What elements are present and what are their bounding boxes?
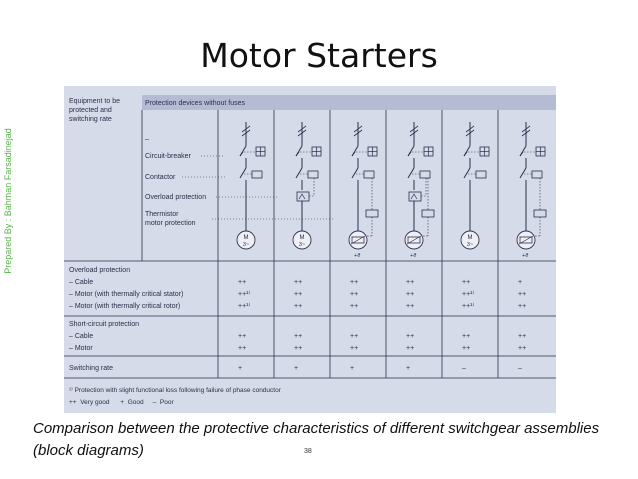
short-motor-value-5: ++ bbox=[462, 345, 471, 352]
switching-rate-value-2: + bbox=[294, 365, 299, 372]
value-cells bbox=[238, 279, 526, 372]
contactor-coil-icon bbox=[476, 171, 486, 178]
footnote: ¹⁾ Protection with slight functional loss following failure of phase conductor bbox=[69, 387, 281, 394]
header-col1-line1: Equipment to be bbox=[69, 98, 120, 105]
diagram-column-5 bbox=[461, 122, 489, 249]
label-contactor: Contactor bbox=[145, 174, 176, 181]
contactor-contact bbox=[408, 168, 414, 178]
page-number: 38 bbox=[304, 448, 312, 455]
diagram-column-3 bbox=[349, 122, 378, 259]
overload-motor-stator-value-1: ++¹⁾ bbox=[238, 291, 251, 298]
contactor-contact bbox=[464, 168, 470, 178]
label-circuit-breaker: Circuit-breaker bbox=[145, 153, 191, 160]
overload-relay-icon bbox=[409, 192, 421, 201]
overload-cable-value-2: ++ bbox=[294, 279, 303, 286]
author-text: Prepared By : Bahman Farsadinejad bbox=[3, 128, 13, 274]
overload-motor-rotor-value-1: ++¹⁾ bbox=[238, 303, 251, 310]
overload-motor-rotor-value-2: ++ bbox=[294, 303, 303, 310]
contactor-contact bbox=[296, 168, 302, 178]
overload-row-motor-rotor: – Motor (with thermally critical rotor) bbox=[69, 303, 181, 310]
contactor-coil-icon bbox=[420, 171, 430, 178]
short-row-cable: – Cable bbox=[69, 333, 94, 340]
overload-motor-rotor-value-6: ++ bbox=[518, 303, 527, 310]
switching-rate-value-5: – bbox=[462, 365, 466, 372]
overload-row-motor-stator: – Motor (with thermally critical stator) bbox=[69, 291, 184, 298]
diagram-columns bbox=[237, 122, 546, 259]
thermistor-relay-icon bbox=[422, 210, 434, 217]
overload-motor-stator-value-2: ++ bbox=[294, 291, 303, 298]
overload-cable-value-5: ++ bbox=[462, 279, 471, 286]
contactor-contact bbox=[240, 168, 246, 178]
contactor-contact bbox=[352, 168, 358, 178]
motor-label-m: M bbox=[467, 235, 473, 241]
overload-cable-value-4: ++ bbox=[406, 279, 415, 286]
overload-cable-value-1: ++ bbox=[238, 279, 247, 286]
short-cable-value-1: ++ bbox=[238, 333, 247, 340]
diagram-column-2 bbox=[293, 122, 321, 249]
motor-label-m: M bbox=[243, 235, 249, 241]
overload-motor-stator-value-3: ++ bbox=[350, 291, 359, 298]
overload-heading: Overload protection bbox=[69, 267, 131, 274]
overload-motor-stator-value-6: ++ bbox=[518, 291, 527, 298]
dash-label: – bbox=[145, 136, 149, 143]
switching-rate-label: Switching rate bbox=[69, 365, 113, 372]
label-thermistor: Thermistor bbox=[145, 211, 179, 218]
overload-cable-value-6: + bbox=[518, 279, 523, 286]
thermistor-relay-icon bbox=[534, 210, 546, 217]
short-motor-value-1: ++ bbox=[238, 345, 247, 352]
overload-motor-rotor-value-3: ++ bbox=[350, 303, 359, 310]
protection-comparison-figure bbox=[64, 86, 556, 413]
short-row-motor: – Motor bbox=[69, 345, 93, 352]
label-motor-protection: motor protection bbox=[145, 220, 196, 227]
motor-label-phase: 3~ bbox=[466, 242, 474, 248]
header-col1-line3: switching rate bbox=[69, 116, 112, 123]
overload-relay-icon bbox=[297, 192, 309, 201]
diagram-column-4 bbox=[405, 122, 434, 259]
switching-rate-value-4: + bbox=[406, 365, 411, 372]
rating-legend: ++ Very good + Good – Poor bbox=[69, 399, 174, 406]
overload-motor-rotor-value-5: ++¹⁾ bbox=[462, 303, 475, 310]
switching-rate-value-1: + bbox=[238, 365, 243, 372]
thermistor-relay-icon bbox=[366, 210, 378, 217]
short-motor-value-2: ++ bbox=[294, 345, 303, 352]
short-heading: Short-circuit protection bbox=[69, 321, 140, 328]
short-cable-value-5: ++ bbox=[462, 333, 471, 340]
contactor-coil-icon bbox=[364, 171, 374, 178]
switching-rate-value-3: + bbox=[350, 365, 355, 372]
contactor-contact bbox=[520, 168, 526, 178]
overload-motor-rotor-value-4: ++ bbox=[406, 303, 415, 310]
slide-title: Motor Starters bbox=[200, 36, 438, 75]
author-side-label bbox=[2, 88, 14, 318]
diagram-column-1 bbox=[237, 122, 265, 249]
overload-motor-stator-value-4: ++ bbox=[406, 291, 415, 298]
figure-caption: Comparison between the protective characteristics of different switchgear assemblies (block diagrams) bbox=[33, 420, 600, 459]
contactor-coil-icon bbox=[308, 171, 318, 178]
overload-row-cable: – Cable bbox=[69, 279, 94, 286]
contactor-coil-icon bbox=[532, 171, 542, 178]
overload-motor-stator-value-5: ++¹⁾ bbox=[462, 291, 475, 298]
short-motor-value-6: ++ bbox=[518, 345, 527, 352]
contactor-coil-icon bbox=[252, 171, 262, 178]
short-cable-value-6: ++ bbox=[518, 333, 527, 340]
column-separators bbox=[142, 110, 498, 378]
overload-cable-value-3: ++ bbox=[350, 279, 359, 286]
short-motor-value-4: ++ bbox=[406, 345, 415, 352]
short-cable-value-4: ++ bbox=[406, 333, 415, 340]
short-cable-value-3: ++ bbox=[350, 333, 359, 340]
header-col1-line2: protected and bbox=[69, 107, 112, 114]
motor-label-phase: 3~ bbox=[298, 242, 306, 248]
motor-label-m: M bbox=[299, 235, 305, 241]
theta-label: +ϑ bbox=[354, 253, 361, 259]
motor-label-phase: 3~ bbox=[242, 242, 250, 248]
header-col2: Protection devices without fuses bbox=[145, 100, 245, 107]
theta-label: +ϑ bbox=[522, 253, 529, 259]
short-cable-value-2: ++ bbox=[294, 333, 303, 340]
label-overload-protection: Overload protection bbox=[145, 194, 207, 201]
diagram-column-6 bbox=[517, 122, 546, 259]
leader-lines bbox=[182, 156, 334, 219]
row-separators bbox=[64, 261, 556, 378]
block-diagram-table bbox=[64, 86, 556, 413]
short-motor-value-3: ++ bbox=[350, 345, 359, 352]
switching-rate-value-6: – bbox=[518, 365, 522, 372]
theta-label: +ϑ bbox=[410, 253, 417, 259]
